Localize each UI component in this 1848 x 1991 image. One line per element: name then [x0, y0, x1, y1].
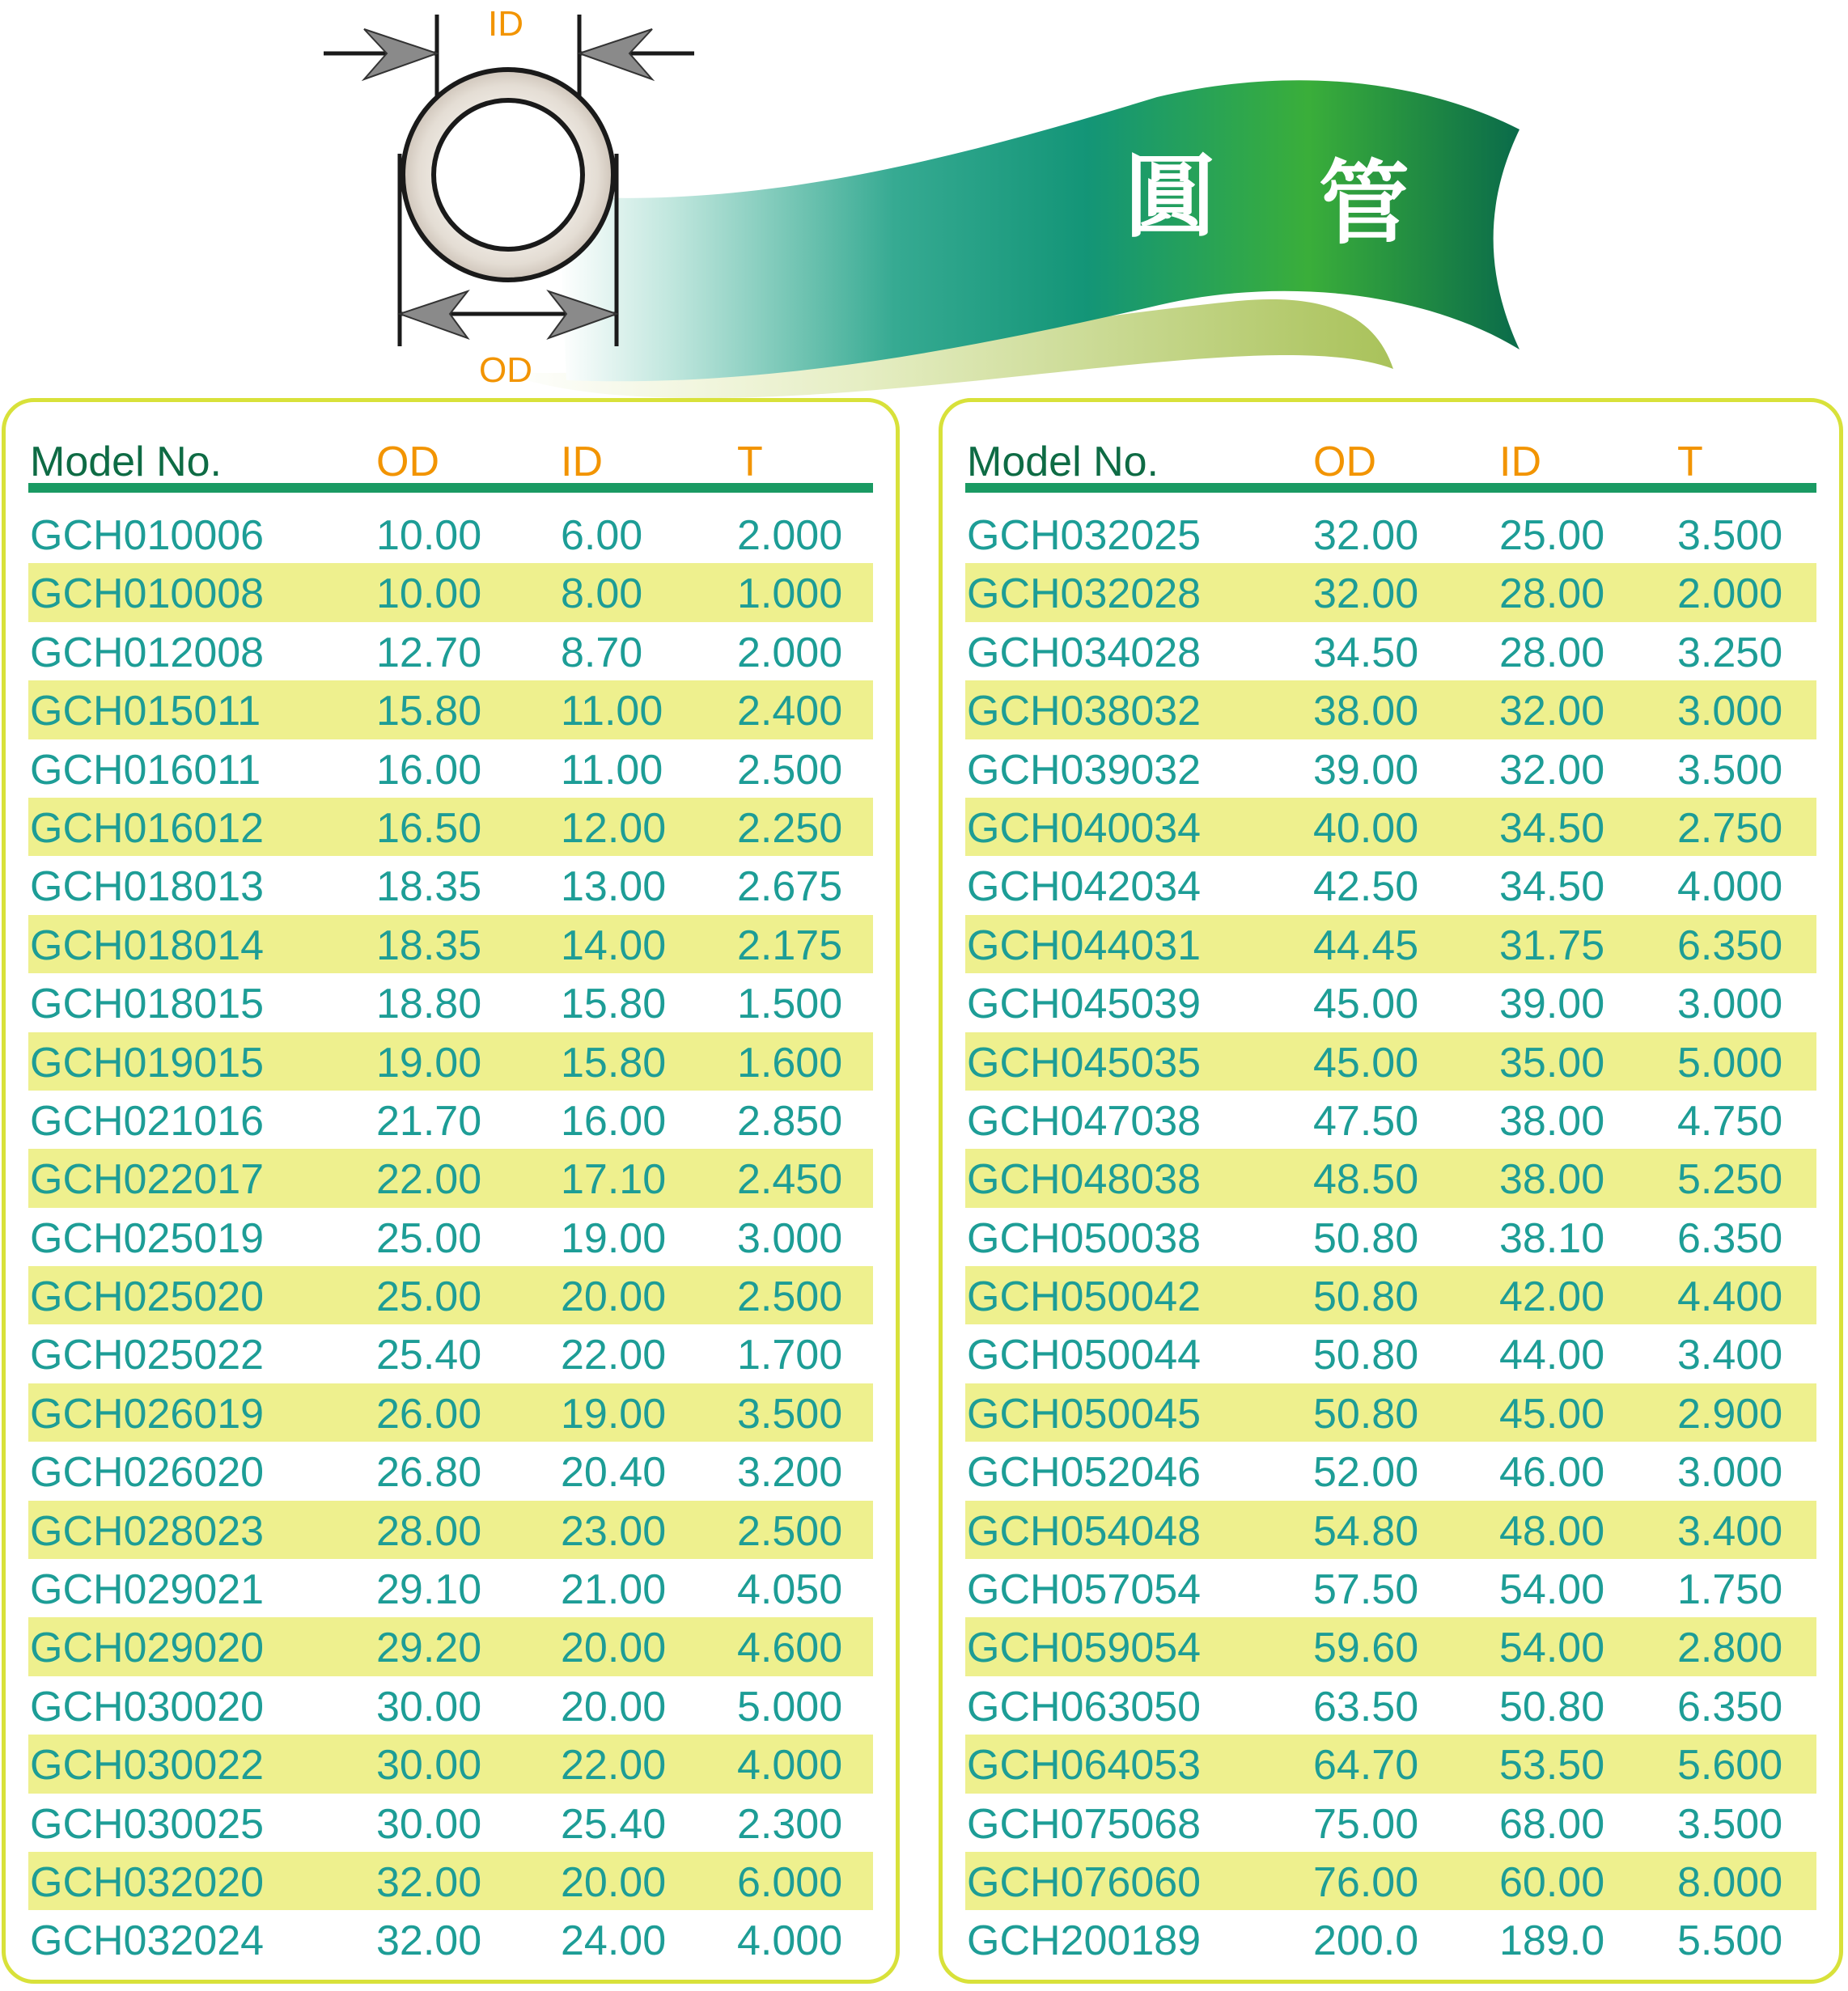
cell-od: 32.00 — [1313, 570, 1419, 618]
tube-inner-circle — [434, 100, 583, 249]
cell-model-no: GCH040034 — [967, 804, 1202, 852]
table-row — [28, 1559, 873, 1617]
cell-model-no: GCH076060 — [967, 1858, 1202, 1906]
cell-id: 20.00 — [561, 1273, 667, 1321]
header-t: T — [737, 438, 763, 485]
cell-t: 3.200 — [737, 1449, 843, 1497]
cell-t: 6.350 — [1677, 921, 1783, 969]
cell-t: 2.000 — [737, 629, 843, 676]
cell-id: 8.00 — [561, 570, 643, 618]
cell-model-no: GCH200189 — [967, 1917, 1202, 1965]
cell-model-no: GCH030020 — [30, 1683, 265, 1730]
cell-od: 40.00 — [1313, 804, 1419, 852]
cell-model-no: GCH052046 — [967, 1449, 1202, 1497]
cell-t: 3.500 — [737, 1390, 843, 1438]
table-header — [28, 426, 873, 493]
header-od: OD — [1313, 438, 1376, 485]
cell-od: 10.00 — [376, 570, 482, 618]
cell-t: 2.000 — [1677, 570, 1783, 618]
cell-t: 6.000 — [737, 1858, 843, 1906]
cell-t: 6.350 — [1677, 1683, 1783, 1730]
cell-model-no: GCH039032 — [967, 746, 1202, 794]
cell-t: 4.000 — [737, 1742, 843, 1790]
table-row — [965, 739, 1816, 798]
cell-t: 3.000 — [1677, 981, 1783, 1028]
table-row — [28, 1149, 873, 1207]
cell-od: 16.50 — [376, 804, 482, 852]
table-row — [965, 1617, 1816, 1675]
cell-model-no: GCH018014 — [30, 921, 265, 969]
cell-t: 1.750 — [1677, 1566, 1783, 1614]
cell-t: 3.250 — [1677, 629, 1783, 676]
cell-id: 35.00 — [1499, 1039, 1605, 1087]
cell-id: 50.80 — [1499, 1683, 1605, 1730]
table-row — [28, 1091, 873, 1149]
cell-od: 30.00 — [376, 1800, 482, 1848]
cell-t: 1.600 — [737, 1039, 843, 1087]
cell-od: 45.00 — [1313, 1039, 1419, 1087]
cell-model-no: GCH047038 — [967, 1097, 1202, 1145]
cell-t: 2.800 — [1677, 1625, 1783, 1672]
table-row — [28, 1852, 873, 1910]
cell-od: 50.80 — [1313, 1390, 1419, 1438]
cell-model-no: GCH045039 — [967, 981, 1202, 1028]
cell-od: 10.00 — [376, 512, 482, 559]
cell-model-no: GCH025019 — [30, 1214, 265, 1262]
cell-model-no: GCH032024 — [30, 1917, 265, 1965]
table-row — [28, 915, 873, 973]
cell-model-no: GCH012008 — [30, 629, 265, 676]
cell-id: 25.00 — [1499, 512, 1605, 559]
cell-t: 4.600 — [737, 1625, 843, 1672]
header-id: ID — [561, 438, 603, 485]
cell-id: 17.10 — [561, 1156, 667, 1204]
cell-od: 15.80 — [376, 688, 482, 735]
cell-od: 21.70 — [376, 1097, 482, 1145]
cell-model-no: GCH048038 — [967, 1156, 1202, 1204]
diagram-id-label: ID — [488, 4, 523, 44]
cell-model-no: GCH054048 — [967, 1507, 1202, 1555]
table-row — [28, 739, 873, 798]
cell-id: 11.00 — [561, 746, 663, 794]
cell-id: 16.00 — [561, 1097, 667, 1145]
cell-t: 5.600 — [1677, 1742, 1783, 1790]
cell-model-no: GCH016012 — [30, 804, 265, 852]
cell-od: 18.35 — [376, 921, 482, 969]
table-row — [965, 1383, 1816, 1442]
table-row — [965, 1501, 1816, 1559]
cell-t: 3.500 — [1677, 1800, 1783, 1848]
cell-t: 2.500 — [737, 1273, 843, 1321]
cell-id: 48.00 — [1499, 1507, 1605, 1555]
cell-od: 29.20 — [376, 1625, 482, 1672]
cell-t: 4.000 — [1677, 863, 1783, 911]
cell-id: 31.75 — [1499, 921, 1605, 969]
cell-od: 38.00 — [1313, 688, 1419, 735]
cell-id: 46.00 — [1499, 1449, 1605, 1497]
diagram-od-label: OD — [479, 350, 532, 390]
cell-id: 15.80 — [561, 1039, 667, 1087]
cell-model-no: GCH057054 — [967, 1566, 1202, 1614]
table-row — [28, 1383, 873, 1442]
cell-od: 26.00 — [376, 1390, 482, 1438]
cell-model-no: GCH029021 — [30, 1566, 265, 1614]
table-row — [965, 1266, 1816, 1324]
table-row — [965, 1910, 1816, 1968]
cell-t: 3.400 — [1677, 1332, 1783, 1379]
table-row — [28, 1266, 873, 1324]
cell-od: 76.00 — [1313, 1858, 1419, 1906]
table-row — [965, 1559, 1816, 1617]
cell-id: 54.00 — [1499, 1625, 1605, 1672]
table-row — [965, 1091, 1816, 1149]
table-row — [28, 973, 873, 1032]
cell-id: 54.00 — [1499, 1566, 1605, 1614]
table-row — [28, 563, 873, 621]
cell-t: 3.000 — [1677, 1449, 1783, 1497]
title-char-2: 管 — [1319, 151, 1409, 256]
cell-t: 2.300 — [737, 1800, 843, 1848]
cell-model-no: GCH010006 — [30, 512, 265, 559]
table-row — [965, 1442, 1816, 1500]
cell-model-no: GCH016011 — [30, 746, 261, 794]
cell-t: 2.450 — [737, 1156, 843, 1204]
table-row — [28, 1324, 873, 1383]
cell-t: 5.000 — [1677, 1039, 1783, 1087]
cell-model-no: GCH026020 — [30, 1449, 265, 1497]
table-panel-right — [939, 398, 1843, 1984]
cell-t: 3.000 — [1677, 688, 1783, 735]
cell-id: 21.00 — [561, 1566, 667, 1614]
header-id: ID — [1499, 438, 1541, 485]
cell-id: 22.00 — [561, 1742, 667, 1790]
cell-od: 54.80 — [1313, 1507, 1419, 1555]
cell-od: 12.70 — [376, 629, 482, 676]
table-row — [28, 1676, 873, 1735]
cell-id: 32.00 — [1499, 688, 1605, 735]
cell-od: 44.45 — [1313, 921, 1419, 969]
table-row — [28, 680, 873, 739]
cell-od: 39.00 — [1313, 746, 1419, 794]
cell-t: 5.500 — [1677, 1917, 1783, 1965]
cell-t: 2.000 — [737, 512, 843, 559]
table-row — [965, 915, 1816, 973]
table-panel-left — [2, 398, 900, 1984]
table-row — [965, 1032, 1816, 1091]
cell-model-no: GCH059054 — [967, 1625, 1202, 1672]
banner-graphic — [0, 0, 1848, 405]
cell-model-no: GCH042034 — [967, 863, 1202, 911]
table-row — [28, 1735, 873, 1793]
cell-id: 23.00 — [561, 1507, 667, 1555]
table-row — [965, 505, 1816, 563]
cell-model-no: GCH030025 — [30, 1800, 265, 1848]
cell-id: 20.00 — [561, 1683, 667, 1730]
header-t: T — [1677, 438, 1703, 485]
cell-id: 53.50 — [1499, 1742, 1605, 1790]
cell-id: 6.00 — [561, 512, 643, 559]
cell-t: 2.400 — [737, 688, 843, 735]
cell-model-no: GCH032028 — [967, 570, 1202, 618]
cell-model-no: GCH050042 — [967, 1273, 1202, 1321]
table-row — [28, 856, 873, 914]
cell-id: 45.00 — [1499, 1390, 1605, 1438]
cell-od: 18.80 — [376, 981, 482, 1028]
cell-od: 50.80 — [1313, 1273, 1419, 1321]
cell-t: 3.000 — [737, 1214, 843, 1262]
cell-od: 22.00 — [376, 1156, 482, 1204]
cell-od: 45.00 — [1313, 981, 1419, 1028]
cell-od: 64.70 — [1313, 1742, 1419, 1790]
table-rows — [28, 505, 873, 1969]
table-row — [965, 1208, 1816, 1266]
cell-od: 32.00 — [376, 1917, 482, 1965]
table-row — [965, 1676, 1816, 1735]
cell-id: 25.40 — [561, 1800, 667, 1848]
cell-id: 38.00 — [1499, 1097, 1605, 1145]
cell-id: 22.00 — [561, 1332, 667, 1379]
cell-model-no: GCH038032 — [967, 688, 1202, 735]
cell-id: 38.10 — [1499, 1214, 1605, 1262]
cell-t: 1.000 — [737, 570, 843, 618]
cell-model-no: GCH018013 — [30, 863, 265, 911]
cell-t: 4.750 — [1677, 1097, 1783, 1145]
header-od: OD — [376, 438, 439, 485]
cell-od: 42.50 — [1313, 863, 1419, 911]
cell-model-no: GCH030022 — [30, 1742, 265, 1790]
cell-id: 34.50 — [1499, 863, 1605, 911]
cell-model-no: GCH063050 — [967, 1683, 1202, 1730]
cell-id: 20.00 — [561, 1625, 667, 1672]
cell-od: 50.80 — [1313, 1332, 1419, 1379]
cell-od: 29.10 — [376, 1566, 482, 1614]
cell-model-no: GCH032020 — [30, 1858, 265, 1906]
table-row — [28, 1442, 873, 1500]
cell-t: 2.850 — [737, 1097, 843, 1145]
cell-id: 28.00 — [1499, 629, 1605, 676]
cell-od: 25.00 — [376, 1273, 482, 1321]
table-row — [965, 973, 1816, 1032]
cell-id: 28.00 — [1499, 570, 1605, 618]
cell-id: 8.70 — [561, 629, 643, 676]
cell-od: 30.00 — [376, 1683, 482, 1730]
cell-od: 57.50 — [1313, 1566, 1419, 1614]
cell-od: 75.00 — [1313, 1800, 1419, 1848]
cell-id: 12.00 — [561, 804, 667, 852]
table-header — [965, 426, 1816, 493]
cell-t: 3.500 — [1677, 512, 1783, 559]
cell-model-no: GCH025022 — [30, 1332, 265, 1379]
cell-od: 200.0 — [1313, 1917, 1419, 1965]
table-row — [965, 680, 1816, 739]
cell-t: 2.900 — [1677, 1390, 1783, 1438]
cell-t: 4.050 — [737, 1566, 843, 1614]
cell-model-no: GCH075068 — [967, 1800, 1202, 1848]
cell-od: 16.00 — [376, 746, 482, 794]
cell-id: 38.00 — [1499, 1156, 1605, 1204]
cell-od: 19.00 — [376, 1039, 482, 1087]
cell-model-no: GCH018015 — [30, 981, 265, 1028]
cell-t: 2.250 — [737, 804, 843, 852]
cell-t: 4.000 — [737, 1917, 843, 1965]
cell-od: 32.00 — [376, 1858, 482, 1906]
cell-model-no: GCH015011 — [30, 688, 261, 735]
cell-id: 68.00 — [1499, 1800, 1605, 1848]
cell-model-no: GCH010008 — [30, 570, 265, 618]
cell-t: 2.175 — [737, 921, 843, 969]
cell-model-no: GCH025020 — [30, 1273, 265, 1321]
cell-od: 26.80 — [376, 1449, 482, 1497]
cell-od: 25.40 — [376, 1332, 482, 1379]
cell-id: 19.00 — [561, 1390, 667, 1438]
header-model-no: Model No. — [30, 438, 222, 485]
cell-model-no: GCH022017 — [30, 1156, 265, 1204]
table-row — [965, 798, 1816, 856]
table-row — [965, 1735, 1816, 1793]
cell-t: 2.675 — [737, 863, 843, 911]
cell-model-no: GCH034028 — [967, 629, 1202, 676]
cell-t: 1.500 — [737, 981, 843, 1028]
table-row — [965, 1794, 1816, 1852]
cell-id: 39.00 — [1499, 981, 1605, 1028]
cell-t: 2.500 — [737, 746, 843, 794]
table-row — [28, 1794, 873, 1852]
cell-id: 14.00 — [561, 921, 667, 969]
cell-model-no: GCH026019 — [30, 1390, 265, 1438]
cell-t: 5.000 — [737, 1683, 843, 1730]
table-row — [28, 1032, 873, 1091]
cell-id: 13.00 — [561, 863, 667, 911]
cell-model-no: GCH044031 — [967, 921, 1202, 969]
cell-id: 189.0 — [1499, 1917, 1605, 1965]
table-row — [965, 1324, 1816, 1383]
cell-model-no: GCH045035 — [967, 1039, 1202, 1087]
table-row — [28, 505, 873, 563]
header-model-no: Model No. — [967, 438, 1159, 485]
cell-id: 19.00 — [561, 1214, 667, 1262]
cell-model-no: GCH028023 — [30, 1507, 265, 1555]
cell-od: 50.80 — [1313, 1214, 1419, 1262]
cell-id: 32.00 — [1499, 746, 1605, 794]
table-rows — [965, 505, 1816, 1969]
cell-od: 47.50 — [1313, 1097, 1419, 1145]
table-row — [28, 1208, 873, 1266]
table-row — [965, 856, 1816, 914]
cell-od: 48.50 — [1313, 1156, 1419, 1204]
cell-model-no: GCH029020 — [30, 1625, 265, 1672]
cell-model-no: GCH050045 — [967, 1390, 1202, 1438]
cell-id: 34.50 — [1499, 804, 1605, 852]
cell-id: 44.00 — [1499, 1332, 1605, 1379]
cell-model-no: GCH064053 — [967, 1742, 1202, 1790]
table-row — [965, 1852, 1816, 1910]
table-row — [965, 563, 1816, 621]
table-row — [28, 1501, 873, 1559]
cell-t: 3.500 — [1677, 746, 1783, 794]
cell-t: 3.400 — [1677, 1507, 1783, 1555]
cell-model-no: GCH050038 — [967, 1214, 1202, 1262]
cell-od: 34.50 — [1313, 629, 1419, 676]
cell-id: 60.00 — [1499, 1858, 1605, 1906]
cell-model-no: GCH050044 — [967, 1332, 1202, 1379]
table-row — [28, 798, 873, 856]
table-row — [965, 622, 1816, 680]
cell-t: 1.700 — [737, 1332, 843, 1379]
cell-od: 25.00 — [376, 1214, 482, 1262]
cell-id: 15.80 — [561, 981, 667, 1028]
cell-od: 30.00 — [376, 1742, 482, 1790]
cell-model-no: GCH032025 — [967, 512, 1202, 559]
table-row — [28, 1617, 873, 1675]
cell-id: 11.00 — [561, 688, 663, 735]
cell-model-no: GCH019015 — [30, 1039, 265, 1087]
cell-t: 5.250 — [1677, 1156, 1783, 1204]
cell-t: 6.350 — [1677, 1214, 1783, 1262]
cell-t: 2.500 — [737, 1507, 843, 1555]
cell-od: 32.00 — [1313, 512, 1419, 559]
cell-od: 52.00 — [1313, 1449, 1419, 1497]
table-row — [965, 1149, 1816, 1207]
cell-od: 18.35 — [376, 863, 482, 911]
title-char-1: 圓 — [1125, 145, 1215, 250]
cell-id: 24.00 — [561, 1917, 667, 1965]
cell-od: 59.60 — [1313, 1625, 1419, 1672]
cell-id: 42.00 — [1499, 1273, 1605, 1321]
cell-t: 2.750 — [1677, 804, 1783, 852]
cell-model-no: GCH021016 — [30, 1097, 265, 1145]
cell-od: 28.00 — [376, 1507, 482, 1555]
cell-t: 4.400 — [1677, 1273, 1783, 1321]
cell-od: 63.50 — [1313, 1683, 1419, 1730]
cell-id: 20.00 — [561, 1858, 667, 1906]
cell-t: 8.000 — [1677, 1858, 1783, 1906]
table-row — [28, 1910, 873, 1968]
cell-id: 20.40 — [561, 1449, 667, 1497]
table-row — [28, 622, 873, 680]
